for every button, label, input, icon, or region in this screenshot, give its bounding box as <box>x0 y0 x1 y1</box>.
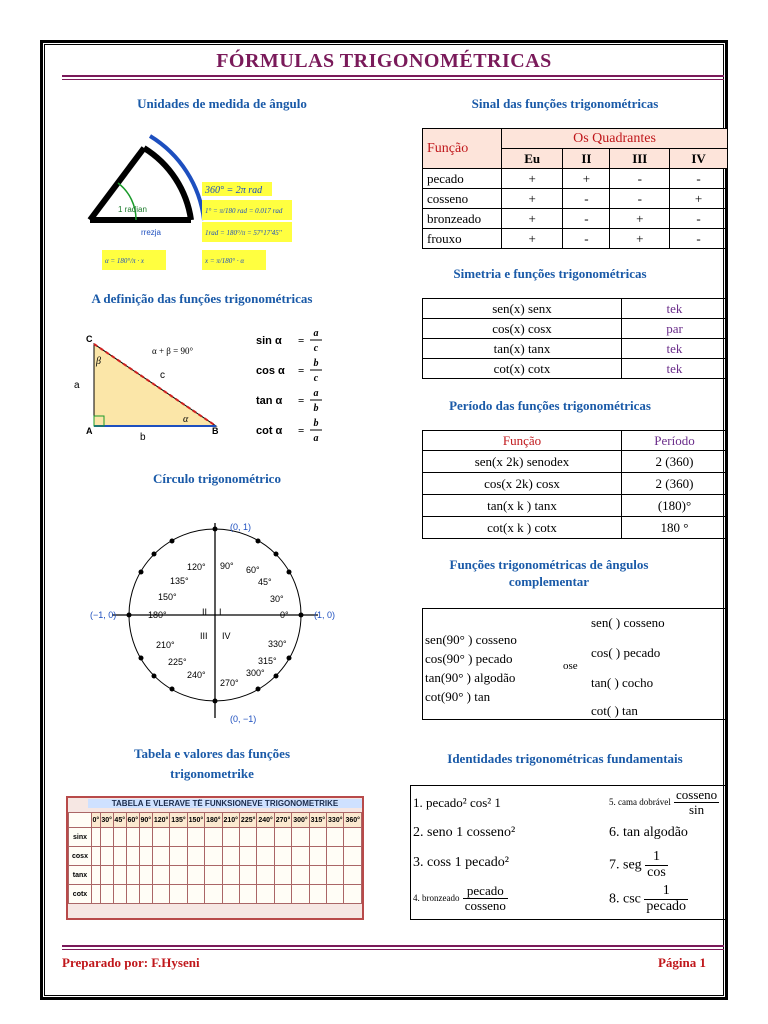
vt-cell <box>274 828 291 847</box>
units-formula-4: α = 180°/π · x <box>105 257 145 265</box>
radian-label: 1 radian <box>118 205 147 214</box>
footer-page-number: Página 1 <box>657 955 706 970</box>
symmetry-parity: tek <box>622 299 728 319</box>
heading-values-line1: Tabela e valores das funções <box>133 746 290 761</box>
vt-cell <box>239 847 256 866</box>
heading-complementary: Funções trigonométricas de ângulos complementar <box>449 557 649 589</box>
sin-num: a <box>313 330 319 339</box>
units-formula-3: 1rad = 180°/π = 57°17'45'' <box>205 229 282 237</box>
sin-den: c <box>313 343 319 354</box>
deg-45: 45° <box>258 577 272 587</box>
sign-cell: - <box>563 209 610 229</box>
vt-cell <box>344 866 362 885</box>
sign-row-func: pecado <box>423 169 502 189</box>
comp-right-3: tan( ) cocho <box>591 675 654 690</box>
vt-cell <box>309 828 326 847</box>
vt-angle: 90° <box>139 813 152 828</box>
quadrant-4: IV <box>222 631 231 641</box>
heading-symmetry: Simetria e funções trigonométricas <box>453 266 647 281</box>
vt-cell <box>205 828 222 847</box>
symmetry-row <box>423 359 728 379</box>
point-0-1: (0, 1) <box>230 522 252 532</box>
sign-cell: + <box>502 209 563 229</box>
sign-table <box>422 128 728 249</box>
period-value: 180 ° <box>622 517 728 539</box>
sign-col-2: II <box>563 149 610 169</box>
sign-cell: - <box>670 209 728 229</box>
symmetry-table <box>422 298 728 379</box>
vt-angle: 270° <box>274 813 291 828</box>
sign-cell: - <box>563 189 610 209</box>
period-formula: tan(x k ) tanx <box>423 495 622 517</box>
vt-cell <box>152 866 169 885</box>
comp-right-1: sen( ) cosseno <box>591 615 665 630</box>
vt-cell <box>113 885 126 904</box>
vt-cell <box>239 866 256 885</box>
sign-row <box>423 229 728 249</box>
deg-60: 60° <box>246 565 260 575</box>
vt-cell <box>205 866 222 885</box>
units-formula-1: 360° = 2π rad <box>205 185 263 196</box>
vt-cell <box>152 885 169 904</box>
vt-cell <box>92 828 101 847</box>
sign-quad-header: Os Quadrantes <box>502 129 728 149</box>
period-value: (180)° <box>622 495 728 517</box>
vt-angle: 330° <box>327 813 344 828</box>
heading-values-line2: trigonometrike <box>170 766 254 781</box>
vt-angle: 225° <box>239 813 256 828</box>
heading-period: Período das funções trigonométricas <box>449 398 651 413</box>
page-title: FÓRMULAS TRIGONOMÉTRICAS <box>216 50 552 72</box>
unit-circle-figure <box>90 518 346 728</box>
vt-cell <box>170 828 187 847</box>
deg-240: 240° <box>187 670 206 680</box>
vt-func-cosx: cosx <box>69 847 92 866</box>
identity-6: 6. tan algodão <box>609 825 688 840</box>
identity-4 <box>413 884 508 912</box>
svg-text:=: = <box>298 365 305 377</box>
vt-cell <box>292 847 309 866</box>
deg-315: 315° <box>258 656 277 666</box>
period-row <box>423 473 728 495</box>
vt-row <box>69 866 362 885</box>
vt-cell <box>309 885 326 904</box>
values-table-title: TABELA E VLERAVE TË FUNKSIONEVE TRIGONOMETRIKE <box>88 799 362 808</box>
cot-den: a <box>313 433 319 444</box>
identity-3: 3. coss 1 pecado² <box>413 855 509 870</box>
sign-row-func: bronzeado <box>423 209 502 229</box>
vt-cell <box>126 866 139 885</box>
sign-cell: + <box>502 189 563 209</box>
svg-text:β: β <box>96 356 101 367</box>
deg-270: 270° <box>220 678 239 688</box>
comp-ose: ose <box>563 660 578 672</box>
identity-7-den: cos <box>647 864 666 880</box>
vt-cell <box>205 847 222 866</box>
vt-cell <box>187 847 204 866</box>
identity-8-den: pecado <box>646 898 687 914</box>
vt-cell <box>222 828 239 847</box>
vt-cell <box>100 866 113 885</box>
deg-120: 120° <box>187 562 206 572</box>
title-rule <box>62 75 724 80</box>
tan-den: b <box>313 403 319 414</box>
vt-cell <box>222 885 239 904</box>
def-cot: cot α <box>256 425 283 437</box>
vertex-b: B <box>212 426 219 436</box>
vt-cell <box>344 847 362 866</box>
comp-left-4: cot(90° ) tan <box>425 689 491 704</box>
vt-cell <box>239 828 256 847</box>
svg-text:α: α <box>183 414 189 425</box>
vt-cell <box>274 866 291 885</box>
heading-identities: Identidades trigonométricas fundamentais <box>447 751 683 766</box>
deg-90: 90° <box>220 561 234 571</box>
vt-cell <box>170 866 187 885</box>
side-a: a <box>74 380 80 391</box>
sign-row <box>423 169 728 189</box>
def-sin: sin α <box>256 335 282 347</box>
vt-cell <box>239 885 256 904</box>
vt-angle: 135° <box>170 813 187 828</box>
vt-cell <box>292 885 309 904</box>
sign-cell: - <box>670 229 728 249</box>
complementary-box <box>422 608 728 720</box>
vt-cell <box>113 866 126 885</box>
identity-4-den: cosseno <box>464 897 506 913</box>
heading-sign: Sinal das funções trigonométricas <box>471 96 659 111</box>
period-row <box>423 495 728 517</box>
vt-cell <box>327 847 344 866</box>
identity-5-den: sin <box>688 801 705 817</box>
heading-values-table <box>62 744 362 784</box>
vt-cell <box>92 866 101 885</box>
sign-cell: - <box>610 189 670 209</box>
vt-cell <box>113 847 126 866</box>
vt-func-cotx: cotx <box>69 885 92 904</box>
sign-col-1: Eu <box>502 149 563 169</box>
values-table <box>68 812 362 904</box>
period-period-header: Período <box>622 431 728 451</box>
units-formula-2: 1° = π/180 rad = 0.017 rad <box>205 207 283 215</box>
identities-box <box>410 785 728 920</box>
vt-angle: 150° <box>187 813 204 828</box>
symmetry-formula: cos(x) cosx <box>423 319 622 339</box>
period-formula: sen(x 2k) senodex <box>423 451 622 473</box>
vt-cell <box>344 885 362 904</box>
deg-330: 330° <box>268 639 287 649</box>
vt-cell <box>152 847 169 866</box>
vt-angle: 120° <box>152 813 169 828</box>
vt-cell <box>187 885 204 904</box>
period-table <box>422 430 728 539</box>
symmetry-row <box>423 319 728 339</box>
vt-cell <box>92 847 101 866</box>
vt-cell <box>292 828 309 847</box>
comp-left-3: tan(90° ) algodão <box>425 670 516 685</box>
vt-cell <box>100 828 113 847</box>
vt-cell <box>344 828 362 847</box>
vt-angle: 60° <box>126 813 139 828</box>
cos-num: b <box>313 358 319 369</box>
heading-definition: A definição das funções trigonométricas <box>91 291 313 306</box>
symmetry-formula: sen(x) senx <box>423 299 622 319</box>
sign-row-func: frouxo <box>423 229 502 249</box>
quadrant-3: III <box>200 631 208 641</box>
rrezja-label: rrezja <box>141 228 162 237</box>
period-formula: cot(x k ) cotx <box>423 517 622 539</box>
identity-4-label: 4. bronzeado <box>413 893 460 904</box>
deg-210: 210° <box>156 640 175 650</box>
sign-cell: + <box>610 209 670 229</box>
vt-row <box>69 828 362 847</box>
cot-num: b <box>313 418 319 429</box>
deg-150: 150° <box>158 592 177 602</box>
identity-8-label: 8. csc <box>609 891 641 907</box>
vt-cell <box>139 828 152 847</box>
vt-row <box>69 847 362 866</box>
vt-func-tanx: tanx <box>69 866 92 885</box>
identity-5-num: cosseno <box>675 787 718 802</box>
vt-cell <box>309 866 326 885</box>
point-m1-0: (−1, 0) <box>90 610 117 620</box>
identity-8-num: 1 <box>644 884 688 900</box>
symmetry-formula: cot(x) cotx <box>423 359 622 379</box>
symmetry-parity: tek <box>622 359 728 379</box>
deg-30: 30° <box>270 594 284 604</box>
vt-cell <box>205 885 222 904</box>
vt-cell <box>327 828 344 847</box>
vt-cell <box>187 828 204 847</box>
sign-func-header: Função <box>423 129 502 169</box>
vt-cell <box>100 847 113 866</box>
vt-cell <box>257 885 274 904</box>
period-row <box>423 517 728 539</box>
vt-angle: 0° <box>92 813 101 828</box>
vt-cell <box>222 866 239 885</box>
identity-7 <box>609 850 668 880</box>
symmetry-row <box>423 339 728 359</box>
vt-cell <box>126 847 139 866</box>
point-0-m1: (0, −1) <box>230 714 257 724</box>
values-table-figure <box>66 796 364 920</box>
period-func-header: Função <box>423 431 622 451</box>
vt-angle: 210° <box>222 813 239 828</box>
vt-cell <box>170 847 187 866</box>
vertex-c: C <box>86 334 93 344</box>
def-tan: tan α <box>256 395 283 407</box>
sign-col-3: III <box>610 149 670 169</box>
period-value: 2 (360) <box>622 451 728 473</box>
identity-8 <box>609 884 688 914</box>
vt-cell <box>257 866 274 885</box>
cos-den: c <box>313 373 319 384</box>
footer-author: Preparado por: F.Hyseni <box>62 955 200 970</box>
vt-cell <box>113 828 126 847</box>
vt-cell <box>187 866 204 885</box>
footer-rule <box>62 945 724 950</box>
vt-angle: 45° <box>113 813 126 828</box>
vt-row <box>69 885 362 904</box>
side-b: b <box>140 432 146 443</box>
vt-cell <box>170 885 187 904</box>
symmetry-parity: tek <box>622 339 728 359</box>
vt-angle: 300° <box>292 813 309 828</box>
vt-cell <box>274 885 291 904</box>
identity-1: 1. pecado² cos² 1 <box>413 795 501 810</box>
def-cos: cos α <box>256 365 285 377</box>
vt-cell <box>274 847 291 866</box>
vt-cell <box>152 828 169 847</box>
vt-cell <box>257 828 274 847</box>
vt-func-sinx: sinx <box>69 828 92 847</box>
vt-cell <box>139 847 152 866</box>
sign-cell: + <box>563 169 610 189</box>
sign-cell: + <box>502 229 563 249</box>
sign-cell: + <box>502 169 563 189</box>
identity-5-label: 5. cama dobrável <box>609 797 671 808</box>
quadrant-1: I <box>219 607 222 617</box>
vt-cell <box>257 847 274 866</box>
sign-cell: + <box>610 229 670 249</box>
vt-angle: 30° <box>100 813 113 828</box>
vt-cell <box>92 885 101 904</box>
vertex-a: A <box>86 426 93 436</box>
deg-135: 135° <box>170 576 189 586</box>
vt-cell <box>126 885 139 904</box>
vt-cell <box>100 885 113 904</box>
symmetry-row <box>423 299 728 319</box>
sign-row <box>423 189 728 209</box>
identity-5 <box>609 788 719 816</box>
tan-num: a <box>313 388 319 399</box>
sign-cell: + <box>670 189 728 209</box>
symmetry-parity: par <box>622 319 728 339</box>
deg-180: 180° <box>148 610 167 620</box>
sign-row-func: cosseno <box>423 189 502 209</box>
quadrant-2: II <box>202 607 208 617</box>
vt-cell <box>222 847 239 866</box>
vt-cell <box>327 885 344 904</box>
vt-angle: 360° <box>344 813 362 828</box>
svg-text:=: = <box>298 335 305 347</box>
sign-row <box>423 209 728 229</box>
identity-2: 2. seno 1 cosseno² <box>413 825 516 840</box>
heading-circle: Círculo trigonométrico <box>153 471 281 486</box>
symmetry-formula: tan(x) tanx <box>423 339 622 359</box>
vt-cell <box>327 866 344 885</box>
definition-figure <box>66 330 356 445</box>
heading-units: Unidades de medida de ângulo <box>137 96 307 111</box>
vt-angle: 240° <box>257 813 274 828</box>
vt-cell <box>126 828 139 847</box>
units-figure <box>66 128 356 273</box>
deg-225: 225° <box>168 657 187 667</box>
svg-text:=: = <box>298 395 305 407</box>
identity-7-num: 1 <box>645 850 668 866</box>
period-value: 2 (360) <box>622 473 728 495</box>
identity-4-num: pecado <box>463 884 508 899</box>
point-1-0: (1, 0) <box>314 610 336 620</box>
svg-text:=: = <box>298 425 305 437</box>
comp-left-1: sen(90° ) cosseno <box>425 632 517 647</box>
angle-sum: α + β = 90° <box>152 346 194 356</box>
vt-cell <box>139 866 152 885</box>
comp-right-2: cos( ) pecado <box>591 645 661 660</box>
identity-7-label: 7. seg <box>609 857 642 873</box>
sign-col-4: IV <box>670 149 728 169</box>
vt-cell <box>292 866 309 885</box>
side-c: c <box>160 370 165 381</box>
comp-left-2: cos(90° ) pecado <box>425 651 513 666</box>
sign-cell: - <box>563 229 610 249</box>
sign-cell: - <box>610 169 670 189</box>
comp-right-4: cot( ) tan <box>591 703 638 718</box>
units-formula-5: x = π/180° · α <box>205 257 245 265</box>
vt-angle: 180° <box>205 813 222 828</box>
period-formula: cos(x 2k) cosx <box>423 473 622 495</box>
deg-300: 300° <box>246 668 265 678</box>
period-row <box>423 451 728 473</box>
sign-cell: - <box>670 169 728 189</box>
vt-angle: 315° <box>309 813 326 828</box>
deg-0: 0° <box>280 610 289 620</box>
vt-cell <box>139 885 152 904</box>
vt-cell <box>309 847 326 866</box>
